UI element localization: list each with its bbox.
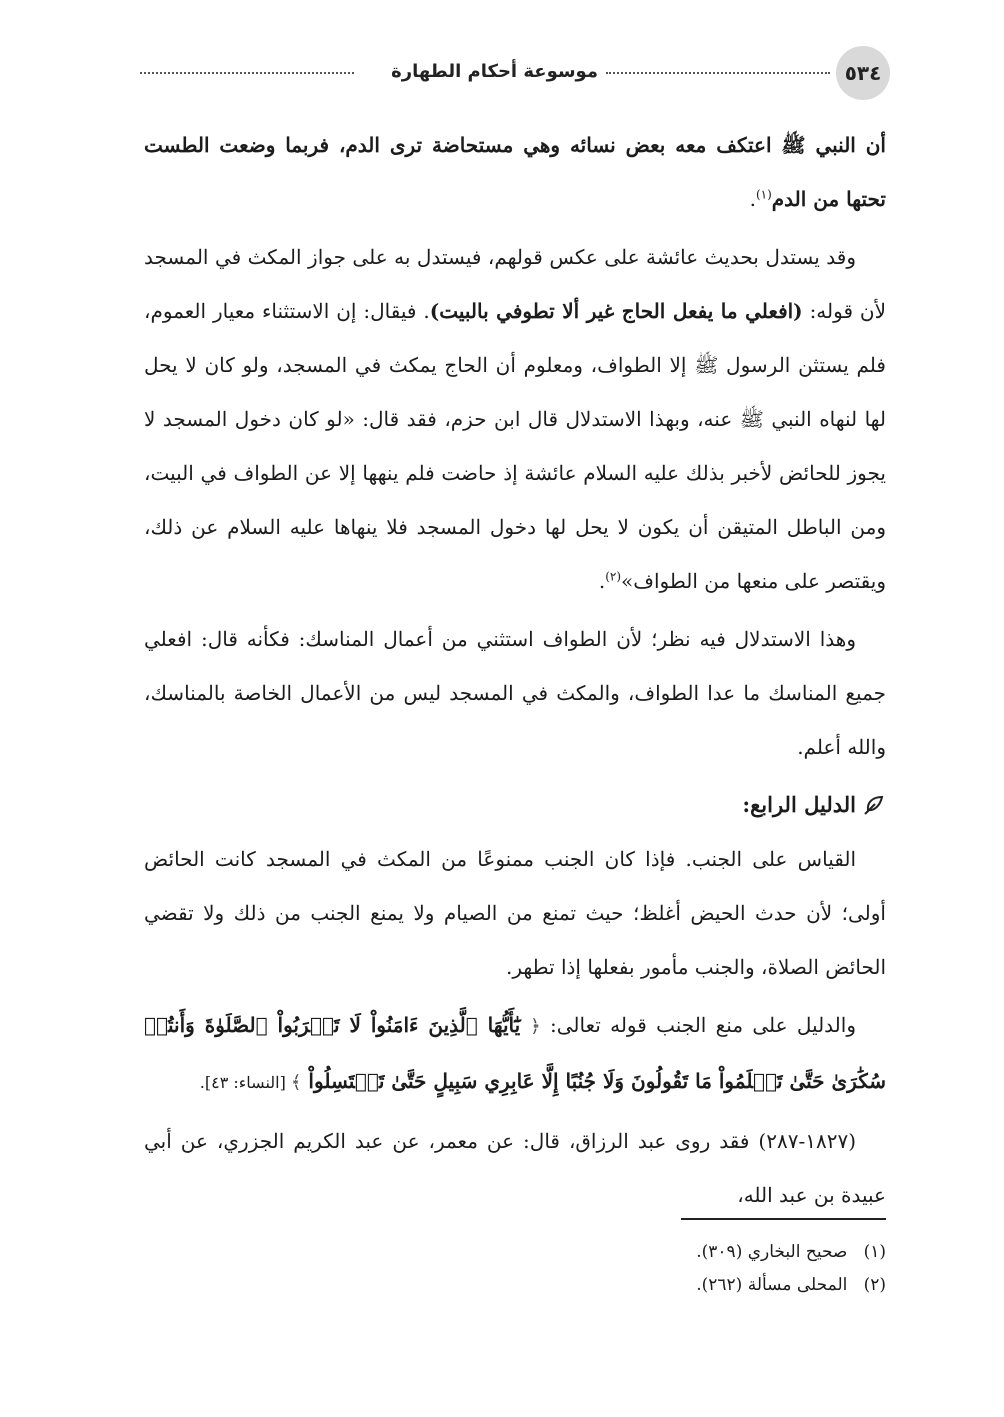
paragraph: القياس على الجنب. فإذا كان الجنب ممنوعًا من المكث في المسجد كانت الحائض أولى؛ لأن حدث الحيض أغلظ؛ حيث تمنع من الصيام ولا يمنع الجنب من ذلك ولا تقضي الحائض الصلاة، والجنب مأمور بفعلها إذا تطهر. [144,847,886,979]
footnote-text: صحيح البخاري (٣٠٩). [696,1242,848,1262]
running-title: موسوعة أحكام الطهارة [391,61,598,82]
paragraph [144,230,886,608]
footnote-text: المحلى مسألة (٢٦٢). [696,1275,848,1295]
paragraph [144,118,886,226]
heading-text: الدليل الرابع: [742,792,856,817]
footnote-number: (٢) [863,1275,886,1295]
paragraph: (١٨٢٧-٢٨٧) فقد روى عبد الرزاق، قال: عن معمر، عن عبد الكريم الجزري، عن أبي عبيدة بن عبد الله، [144,1129,886,1207]
quran-bracket-open: ﴿ [530,1016,541,1037]
verse-reference: [النساء: ٤٣]. [199,1073,291,1092]
quran-bracket-close: ﴾ [290,1072,302,1093]
header-dotted-rule [140,72,354,74]
page-header [140,46,890,102]
footnote [144,1236,886,1269]
leaf-ornament-icon [862,794,886,816]
footnote-number: (١) [863,1242,886,1262]
quran-verse: يَٰٓأَيُّهَا ٱلَّذِينَ ءَامَنُواْ لَا تَقۡرَبُواْ ٱلصَّلَوٰةَ وَأَنتُمۡ سُكَٰرَىٰ حَتَّىٰ تَعۡلَمُواْ مَا تَقُولُونَ وَلَا جُنُبًا إِلَّا عَابِرِي سَبِيلٍ حَتَّىٰ تَغۡتَسِلُواْ [144,1013,886,1093]
section-heading [144,778,886,832]
page-number: ٥٣٤ [836,46,890,100]
paragraph-text: وقد يستدل بحديث عائشة على عكس قولهم، فيستدل به على جواز المكث في المسجد لأن قوله: [144,245,887,323]
main-text [144,118,886,1222]
paragraph-text: . [749,187,756,211]
paragraph-text: . فيقال: إن الاستثناء معيار العموم، فلم يستثن الرسول ﷺ إلا الطواف، ومعلوم أن الحاج يمكث في المسجد، ولو كان لا يحل لها لنهاه النبي ﷺ عنه، وبهذا الاستدلال قال ابن حزم، فقد قال: «لو كان دخول المسجد لا يجوز للحائض لأخبر بذلك عليه السلام عائشة إذ حاضت فلم ينهها إلا عن الطواف في البيت، ومن الباطل المتيقن أن يكون لا يحل لها دخول المسجد فلا ينهاها عليه السلام عن ذلك، ويقتصر على منعها من الطواف» [144,299,886,593]
footnotes [144,1236,886,1302]
footnote [144,1269,886,1302]
paragraph [144,998,886,1110]
header-dotted-rule [606,72,830,74]
hadith-quote: (افعلي ما يفعل الحاج غير ألا تطوفي بالبيت) [429,299,803,323]
footnote-marker: (٢) [605,569,622,584]
paragraph-text: أن النبي ﷺ اعتكف معه بعض نسائه وهي مستحاضة ترى الدم، فربما وضعت الطست تحتها من الدم [144,133,886,211]
paragraph-text: . [598,569,606,593]
paragraph-text: والدليل على منع الجنب قوله تعالى: [540,1013,856,1037]
footnote-marker: (١) [755,187,772,202]
footnote-separator [681,1218,886,1220]
paragraph: وهذا الاستدلال فيه نظر؛ لأن الطواف استثني من أعمال المناسك: فكأنه قال: افعلي جميع المناسك ما عدا الطواف، والمكث في المسجد ليس من الأعمال الخاصة بالمناسك، والله أعلم. [144,627,886,759]
